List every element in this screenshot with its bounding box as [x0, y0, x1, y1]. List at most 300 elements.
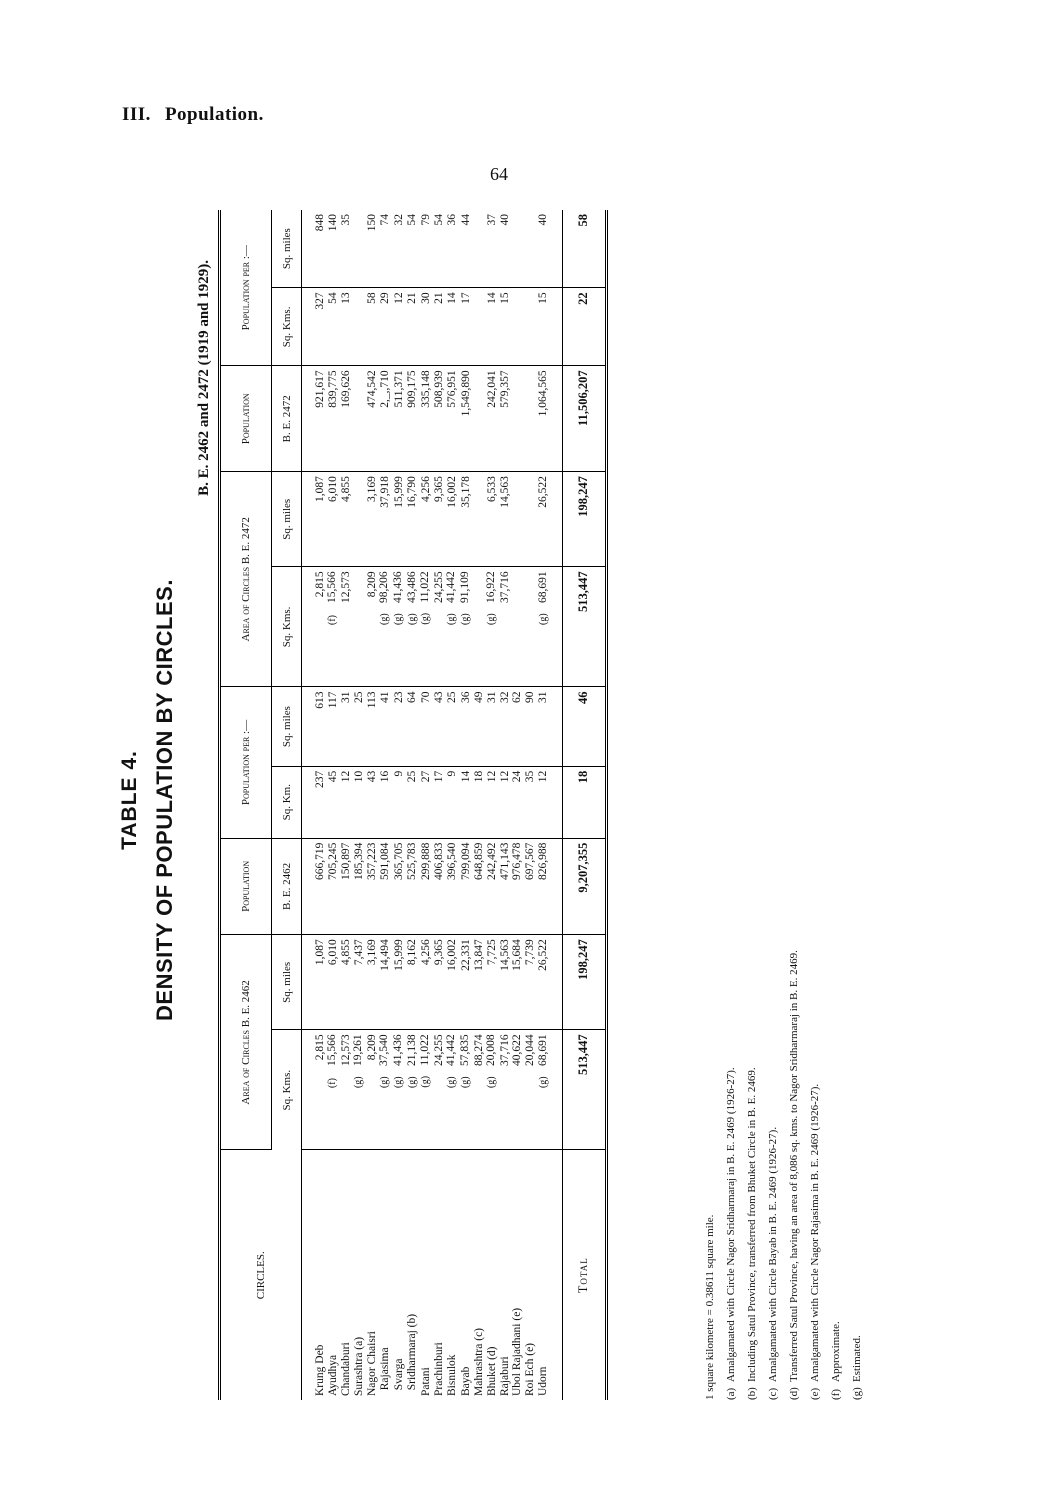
header-pop-year-2: B. E. 2472 — [272, 366, 302, 472]
header-population-2472: Population — [220, 366, 272, 472]
per-km-2472: 15 — [499, 288, 512, 366]
sq-miles-2462: 8,162 — [406, 935, 420, 1030]
sq-miles-2472: 4,256 — [419, 472, 433, 567]
population-2472 — [473, 366, 486, 472]
cell-value: 68,691 — [536, 1034, 549, 1067]
cell-value: 57,835 — [459, 1034, 472, 1067]
sq-miles-2462: 16,002 — [445, 935, 459, 1030]
circle-name: Udorn — [537, 1366, 550, 1396]
header-sq-miles-4: Sq. miles — [272, 210, 302, 288]
cell-value: 20,008 — [485, 1034, 498, 1067]
table-row — [485, 210, 499, 1400]
total-label: Total — [562, 1150, 606, 1400]
footnote-item — [742, 950, 763, 1400]
sq-miles-2462: 7,725 — [485, 935, 499, 1030]
header-per-2462: Population per :— — [220, 687, 272, 838]
population-2462: 396,540 — [445, 838, 459, 935]
per-mile-2472 — [473, 210, 486, 288]
estimate-note: (g) — [406, 613, 418, 625]
per-mile-2462: 31 — [537, 687, 551, 766]
table-row — [524, 210, 537, 1400]
footnote-list — [721, 950, 868, 1400]
total-per-mile-2472: 58 — [562, 210, 606, 288]
cell-value: 21,138 — [405, 1034, 418, 1067]
population-2472: 576,951 — [445, 366, 459, 472]
population-2472: 1,549,890 — [459, 366, 473, 472]
sq-miles-2472: 6,533 — [485, 472, 499, 567]
table-row — [326, 210, 340, 1400]
cell-value: 41,442 — [445, 1034, 458, 1067]
population-2472: 169,626 — [340, 366, 353, 472]
circle-name: Bayab — [459, 1366, 472, 1396]
sq-miles-2462: 7,739 — [524, 935, 537, 1030]
sq-kms-2472 — [366, 567, 379, 687]
section-title: Population. — [164, 104, 264, 125]
circle-name: Nagor Chaisri — [365, 1331, 378, 1396]
per-mile-2472: 54 — [406, 210, 420, 288]
footnote-item — [805, 950, 826, 1400]
header-area-2472: Area of Circles B. E. 2472 — [220, 472, 272, 687]
per-mile-2462: 113 — [366, 687, 379, 766]
spacer-row — [550, 210, 562, 1400]
header-population-2462: Population — [220, 838, 272, 935]
per-km-2462: 27 — [419, 766, 433, 838]
per-km-2472: 17 — [459, 288, 473, 366]
cell-value: 37,540 — [378, 1034, 391, 1067]
circle-name: Bisnulok — [445, 1354, 458, 1396]
footnote-item — [847, 950, 868, 1400]
per-mile-2472 — [524, 210, 537, 288]
sq-miles-2472 — [473, 472, 486, 567]
sq-miles-2462: 14,563 — [499, 935, 512, 1030]
density-table — [218, 210, 608, 1400]
table-row — [459, 210, 473, 1400]
header-sq-km-1: Sq. Km. — [272, 766, 302, 838]
per-mile-2462: 32 — [499, 687, 512, 766]
estimate-note: (g) — [353, 1076, 365, 1089]
population-2462: 365,705 — [392, 838, 406, 935]
sq-miles-2472 — [511, 472, 524, 567]
sq-kms-2462 — [433, 1030, 446, 1150]
sq-miles-2472: 14,563 — [499, 472, 512, 567]
per-km-2462: 9 — [392, 766, 406, 838]
estimate-note: (g) — [420, 612, 432, 625]
sq-kms-2472 — [340, 567, 353, 687]
sq-miles-2472: 1,087 — [314, 472, 327, 567]
table-row — [511, 210, 524, 1400]
per-km-2472: 14 — [445, 288, 459, 366]
sq-miles-2462: 6,010 — [326, 935, 340, 1030]
population-2462: 471,143 — [499, 838, 512, 935]
per-mile-2472: 79 — [419, 210, 433, 288]
header-per-2472: Population per :— — [220, 210, 272, 366]
footnote-key: (c) — [767, 1387, 779, 1400]
total-per-km-2462: 18 — [562, 766, 606, 838]
sq-miles-2462: 7,437 — [352, 935, 366, 1030]
circle-name: Chandaburi — [339, 1342, 352, 1396]
per-km-2472 — [524, 288, 537, 366]
cell-value: 15,566 — [326, 1034, 339, 1067]
sq-miles-2462: 26,522 — [537, 935, 551, 1030]
sq-kms-2472 — [445, 567, 459, 687]
population-2472: 242,041 — [485, 366, 499, 472]
per-mile-2462: 90 — [524, 687, 537, 766]
footnote-key: (f) — [830, 1389, 842, 1400]
estimate-note: (g) — [486, 613, 498, 625]
per-km-2472 — [511, 288, 524, 366]
per-mile-2472: 40 — [499, 210, 512, 288]
footnote-key: (a) — [725, 1387, 737, 1400]
total-per-mile-2462: 46 — [562, 687, 606, 766]
sq-kms-2472 — [419, 567, 433, 687]
sq-kms-2462 — [340, 1030, 353, 1150]
sq-kms-2462 — [537, 1030, 551, 1150]
header-sq-kms-1: Sq. Kms. — [272, 1030, 302, 1150]
per-km-2462: 18 — [473, 766, 486, 838]
table-label: TABLE 4. — [118, 750, 141, 850]
per-km-2462: 12 — [499, 766, 512, 838]
per-km-2462: 12 — [340, 766, 353, 838]
header-sq-miles-2: Sq. miles — [272, 687, 302, 766]
footnote-text: Amalgamated with Circle Bayab in B. E. 2469 (1926-27). — [767, 1126, 779, 1382]
population-2472: 839,775 — [326, 366, 340, 472]
sq-kms-2462 — [445, 1030, 459, 1150]
sq-miles-2462: 13,847 — [473, 935, 486, 1030]
sq-kms-2472 — [473, 567, 486, 687]
header-sq-miles-1: Sq. miles — [272, 935, 302, 1030]
footnote-conversion: 1 square kilometre = 0.38611 square mile. — [704, 1214, 716, 1400]
per-mile-2462: 41 — [378, 687, 392, 766]
sq-kms-2472 — [406, 567, 420, 687]
circle-name: Bhuket (d) — [485, 1346, 498, 1396]
total-population-2462: 9,207,355 — [562, 838, 606, 935]
sq-kms-2472 — [378, 567, 392, 687]
circle-name: Patani — [419, 1367, 432, 1396]
footnote-text: Estimated. — [851, 1335, 863, 1382]
estimate-note: (g) — [393, 613, 405, 625]
sq-miles-2462: 15,999 — [392, 935, 406, 1030]
sq-kms-2472 — [352, 567, 366, 687]
table-row — [366, 210, 379, 1400]
total-population-2472: 11,506,207 — [562, 366, 606, 472]
population-2462: 976,478 — [511, 838, 524, 935]
per-km-2462: 14 — [459, 766, 473, 838]
per-mile-2462: 62 — [511, 687, 524, 766]
circle-name: Surashtra (a) — [352, 1336, 365, 1396]
sq-kms-2472 — [499, 567, 512, 687]
per-km-2462: 237 — [314, 766, 327, 838]
cell-value: 98,206 — [378, 571, 391, 603]
population-2472: 474,542 — [366, 366, 379, 472]
cell-value: 41,442 — [445, 571, 458, 603]
footnotes — [700, 950, 868, 1400]
cell-value: 41,436 — [392, 571, 405, 603]
sq-kms-2472 — [485, 567, 499, 687]
sq-kms-2472 — [314, 567, 327, 687]
per-km-2472: 327 — [314, 288, 327, 366]
footnote-text: Transferred Satul Province, having an area of 8,086 sq. kms. to Nagor Sridharmaraj in B. E. 2469. — [788, 950, 800, 1382]
circle-name: Prachinburi — [432, 1342, 445, 1396]
population-2462: 799,094 — [459, 838, 473, 935]
total-per-km-2472: 22 — [562, 288, 606, 366]
population-2462: 648,859 — [473, 838, 486, 935]
sq-miles-2472: 9,365 — [433, 472, 446, 567]
per-km-2472: 21 — [433, 288, 446, 366]
section-number: III. — [122, 104, 151, 125]
population-2472: 511,371 — [392, 366, 406, 472]
per-km-2472: 13 — [340, 288, 353, 366]
footnote-text: Approximate. — [830, 1321, 842, 1382]
cell-value: 2,815 — [313, 571, 326, 598]
per-mile-2472: 74 — [378, 210, 392, 288]
header-circles: CIRCLES. — [220, 1150, 302, 1400]
population-2462: 357,223 — [366, 838, 379, 935]
total-sq-kms-1: 513,447 — [562, 1030, 606, 1150]
header-sq-kms-3: Sq. Kms. — [272, 288, 302, 366]
sq-kms-2462 — [314, 1030, 327, 1150]
sq-kms-2462 — [419, 1030, 433, 1150]
footnote-text: Amalgamated with Circle Nagor Sridharmaraj in B. E. 2469 (1926-27). — [725, 1067, 737, 1382]
sq-miles-2472: 16,002 — [445, 472, 459, 567]
cell-value: 88,274 — [472, 1034, 485, 1067]
sq-miles-2462: 14,494 — [378, 935, 392, 1030]
table-row — [499, 210, 512, 1400]
per-mile-2472: 35 — [340, 210, 353, 288]
per-km-2472: 30 — [419, 288, 433, 366]
per-mile-2462: 25 — [352, 687, 366, 766]
table-row — [433, 210, 446, 1400]
estimate-note: (f) — [327, 614, 339, 625]
per-km-2462: 12 — [537, 766, 551, 838]
cell-value: 8,209 — [365, 1034, 378, 1061]
cell-value: 68,691 — [536, 571, 549, 603]
cell-value: 12,573 — [339, 571, 352, 603]
cell-value: 19,261 — [352, 1034, 365, 1067]
sq-miles-2472: 4,855 — [340, 472, 353, 567]
per-km-2462: 10 — [352, 766, 366, 838]
sq-miles-2472: 35,178 — [459, 472, 473, 567]
sq-miles-2462: 15,684 — [511, 935, 524, 1030]
sq-kms-2462 — [352, 1030, 366, 1150]
cell-value: 12,573 — [339, 1034, 352, 1067]
cell-value: 24,255 — [432, 571, 445, 603]
sq-miles-2462: 9,365 — [433, 935, 446, 1030]
page-number: 64 — [490, 164, 508, 184]
table-row — [406, 210, 420, 1400]
per-mile-2462: 64 — [406, 687, 420, 766]
per-mile-2462: 70 — [419, 687, 433, 766]
header-sq-kms-2: Sq. Kms. — [272, 567, 302, 687]
footnote-text: Amalgamated with Circle Nagor Rajasima in B. E. 2469 (1926-27). — [809, 1083, 821, 1382]
per-km-2472: 12 — [392, 288, 406, 366]
sq-kms-2472 — [326, 567, 340, 687]
sq-miles-2462: 4,256 — [419, 935, 433, 1030]
per-km-2472 — [352, 288, 366, 366]
per-mile-2462: 31 — [340, 687, 353, 766]
population-2462: 150,897 — [340, 838, 353, 935]
footnote-text: Including Satul Province, transferred from Bhuket Circle in B. E. 2469. — [746, 1067, 758, 1382]
per-km-2472: 14 — [485, 288, 499, 366]
sq-miles-2472: 26,522 — [537, 472, 551, 567]
sq-kms-2462 — [406, 1030, 420, 1150]
table-row — [378, 210, 392, 1400]
circle-name: Rajaburi — [498, 1356, 511, 1396]
sq-kms-2462 — [459, 1030, 473, 1150]
population-2472: 909,175 — [406, 366, 420, 472]
cell-value: 8,209 — [365, 571, 378, 598]
estimate-note: (g) — [420, 1075, 432, 1088]
per-mile-2472: 54 — [433, 210, 446, 288]
population-2462: 826,988 — [537, 838, 551, 935]
per-km-2472: 54 — [326, 288, 340, 366]
per-km-2462: 45 — [326, 766, 340, 838]
table-row — [445, 210, 459, 1400]
sq-miles-2472: 6,010 — [326, 472, 340, 567]
per-mile-2462: 31 — [485, 687, 499, 766]
sq-miles-2472: 37,918 — [378, 472, 392, 567]
estimate-note: (g) — [537, 613, 549, 625]
estimate-note: (g) — [379, 1076, 391, 1089]
table-row — [352, 210, 366, 1400]
cell-value: 37,716 — [498, 1034, 511, 1067]
header-sq-miles-3: Sq. miles — [272, 472, 302, 567]
estimate-note: (g) — [446, 613, 458, 625]
per-km-2462: 12 — [485, 766, 499, 838]
total-sq-kms-2: 513,447 — [562, 567, 606, 687]
table-row — [340, 210, 353, 1400]
per-km-2462: 24 — [511, 766, 524, 838]
population-2472 — [511, 366, 524, 472]
estimate-note: (g) — [537, 1076, 549, 1089]
per-km-2472 — [473, 288, 486, 366]
estimate-note: (g) — [406, 1076, 418, 1089]
footnote-key: (b) — [746, 1387, 758, 1400]
cell-value: 20,044 — [524, 1034, 536, 1067]
population-2472: 335,148 — [419, 366, 433, 472]
per-km-2462: 16 — [378, 766, 392, 838]
population-2472: 1,064,565 — [537, 366, 551, 472]
cell-value: 24,255 — [432, 1034, 445, 1067]
per-mile-2472 — [352, 210, 366, 288]
per-mile-2472: 32 — [392, 210, 406, 288]
sq-miles-2472 — [524, 472, 537, 567]
per-mile-2472 — [511, 210, 524, 288]
rotated-table-block — [100, 200, 930, 1400]
header-area-2462: Area of Circles B. E. 2462 — [220, 935, 272, 1150]
per-mile-2472: 44 — [459, 210, 473, 288]
population-2462: 591,084 — [378, 838, 392, 935]
circle-name: Sridharmaraj (b) — [406, 1313, 419, 1396]
per-km-2472: 15 — [537, 288, 551, 366]
population-2462: 666,719 — [314, 838, 327, 935]
per-km-2472: 21 — [406, 288, 420, 366]
population-2472: 508,939 — [433, 366, 446, 472]
cell-value: 41,436 — [392, 1034, 405, 1067]
table-row — [392, 210, 406, 1400]
sq-miles-2462: 22,331 — [459, 935, 473, 1030]
table-title: DENSITY OF POPULATION BY CIRCLES. — [152, 579, 177, 1021]
per-mile-2472: 848 — [314, 210, 327, 288]
table-row — [537, 210, 551, 1400]
population-2472: 2,_,,710 — [378, 366, 392, 472]
population-2462: 242,492 — [485, 838, 499, 935]
footnote-key: (d) — [788, 1387, 800, 1400]
sq-kms-2472 — [392, 567, 406, 687]
estimate-note: (g) — [446, 1076, 458, 1089]
circle-name: Svarga — [392, 1358, 405, 1396]
sq-kms-2462 — [326, 1030, 340, 1150]
population-2472 — [352, 366, 366, 472]
cell-value: 40,622 — [511, 1034, 524, 1067]
per-km-2472: 58 — [366, 288, 379, 366]
per-km-2462: 25 — [406, 766, 420, 838]
sq-miles-2462: 1,087 — [314, 935, 327, 1030]
cell-value: 16,922 — [485, 571, 498, 603]
estimate-note: (g) — [486, 1076, 498, 1089]
circle-name: Ayudhya — [326, 1354, 339, 1396]
total-row — [562, 210, 606, 1400]
estimate-note: (g) — [393, 1076, 405, 1089]
sq-miles-2472 — [352, 472, 366, 567]
population-2462: 406,833 — [433, 838, 446, 935]
population-2462: 299,888 — [419, 838, 433, 935]
estimate-note: (g) — [460, 1076, 472, 1089]
circle-name: Ubol Rajadhani (e) — [511, 1307, 524, 1396]
sq-kms-2462 — [366, 1030, 379, 1150]
population-2472: 921,617 — [314, 366, 327, 472]
sq-kms-2462 — [524, 1030, 537, 1150]
spacer-row — [302, 210, 314, 1400]
header-pop-year-1: B. E. 2462 — [272, 838, 302, 935]
circle-name: Mahrashtra (c) — [472, 1327, 485, 1396]
cell-value: 11,022 — [419, 1034, 432, 1066]
per-mile-2462: 117 — [326, 687, 340, 766]
table-row — [419, 210, 433, 1400]
sq-kms-2462 — [473, 1030, 486, 1150]
per-km-2472: 29 — [378, 288, 392, 366]
population-2462: 525,783 — [406, 838, 420, 935]
per-mile-2472: 150 — [366, 210, 379, 288]
per-mile-2462: 613 — [314, 687, 327, 766]
footnote-item — [784, 950, 805, 1400]
per-mile-2472: 40 — [537, 210, 551, 288]
per-mile-2472: 140 — [326, 210, 340, 288]
sq-kms-2472 — [524, 567, 537, 687]
population-2462: 185,394 — [352, 838, 366, 935]
table-subtitle: B. E. 2462 and 2472 (1919 and 1929). — [196, 260, 212, 496]
sq-kms-2462 — [378, 1030, 392, 1150]
table-row — [314, 210, 327, 1400]
section-heading — [122, 104, 264, 126]
per-km-2462: 35 — [524, 766, 537, 838]
per-mile-2462: 49 — [473, 687, 486, 766]
footnote-item — [763, 950, 784, 1400]
estimate-note: (f) — [327, 1078, 339, 1089]
per-mile-2462: 43 — [433, 687, 446, 766]
circle-name: Rajasima — [378, 1347, 391, 1396]
sq-kms-2472 — [511, 567, 524, 687]
cell-value: 15,566 — [326, 571, 339, 603]
per-km-2462: 17 — [433, 766, 446, 838]
per-mile-2462: 25 — [445, 687, 459, 766]
sq-kms-2472 — [537, 567, 551, 687]
per-km-2462: 43 — [366, 766, 379, 838]
total-sq-miles-1: 198,247 — [562, 935, 606, 1030]
estimate-note: (g) — [379, 613, 391, 625]
sq-kms-2472 — [433, 567, 446, 687]
footnote-item — [721, 950, 742, 1400]
cell-value: 2,815 — [313, 1034, 326, 1061]
